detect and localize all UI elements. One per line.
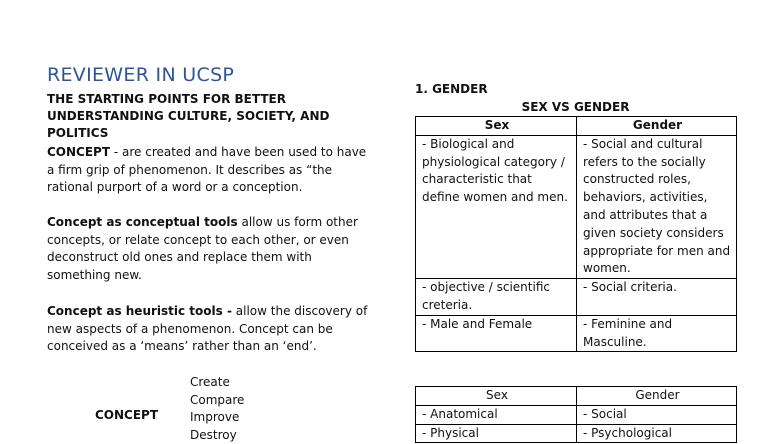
table-cell: - Biological and physiological category / characteristic that define women and men. xyxy=(416,135,577,278)
table-cell: - Feminine and Masculine. xyxy=(577,315,737,352)
sex-vs-gender-table xyxy=(415,116,737,352)
concept-definition: - are created and have been used to have a firm grip of phenomenon. It describes as “the rational purport of a word or a conception. xyxy=(47,145,366,194)
table-cell: - Social and cultural refers to the socially constructed roles, behaviors, activities, and attributes that a given society considers appropriate for men and women. xyxy=(577,135,737,278)
concept-diagram-label: CONCEPT xyxy=(95,408,158,422)
conceptual-tools-term: Concept as conceptual tools xyxy=(47,215,238,229)
concept-term: CONCEPT xyxy=(47,145,110,159)
gender-heading: 1. GENDER xyxy=(415,82,488,96)
table-cell: - Social xyxy=(577,405,737,424)
table-row xyxy=(416,405,737,424)
column-header-sex: Sex xyxy=(416,117,577,136)
column-header-gender: Gender xyxy=(577,117,737,136)
table-cell: - Social criteria. xyxy=(577,279,737,316)
verb-item: Compare xyxy=(190,392,244,410)
conceptual-tools-paragraph xyxy=(47,214,372,284)
section-subtitle: THE STARTING POINTS FOR BETTER UNDERSTANDING CULTURE, SOCIETY, AND POLITICS xyxy=(47,91,387,142)
verb-item: Destroy xyxy=(190,427,244,444)
heuristic-tools-paragraph xyxy=(47,303,372,356)
table-cell: - Physical xyxy=(416,424,577,443)
table-cell: - Anatomical xyxy=(416,405,577,424)
table-row xyxy=(416,135,737,278)
conceptual-tools-definition: allow us form other concepts, or relate concept to each other, or even deconstruct old ones and replace them with something new. xyxy=(47,215,358,282)
heuristic-tools-definition: allow the discovery of new aspects of a phenomenon. Concept can be conceived as a ‘means’ rather than an ‘end’. xyxy=(47,304,367,353)
column-header-gender: Gender xyxy=(577,387,737,406)
sex-vs-gender-title: SEX VS GENDER xyxy=(415,100,736,114)
table-header-row xyxy=(416,387,737,406)
table-row xyxy=(416,279,737,316)
table-row xyxy=(416,424,737,443)
heuristic-tools-term: Concept as heuristic tools - xyxy=(47,304,232,318)
verb-item: Improve xyxy=(190,409,244,427)
verb-item: Create xyxy=(190,374,244,392)
concept-verbs-list xyxy=(190,374,244,444)
sex-gender-second-table xyxy=(415,386,737,443)
table-row xyxy=(416,315,737,352)
column-header-sex: Sex xyxy=(416,387,577,406)
concept-paragraph xyxy=(47,144,372,197)
page-title: REVIEWER IN UCSP xyxy=(47,64,234,86)
table-cell: - Psychological xyxy=(577,424,737,443)
table-header-row xyxy=(416,117,737,136)
table-cell: - Male and Female xyxy=(416,315,577,352)
table-cell: - objective / scientific creteria. xyxy=(416,279,577,316)
